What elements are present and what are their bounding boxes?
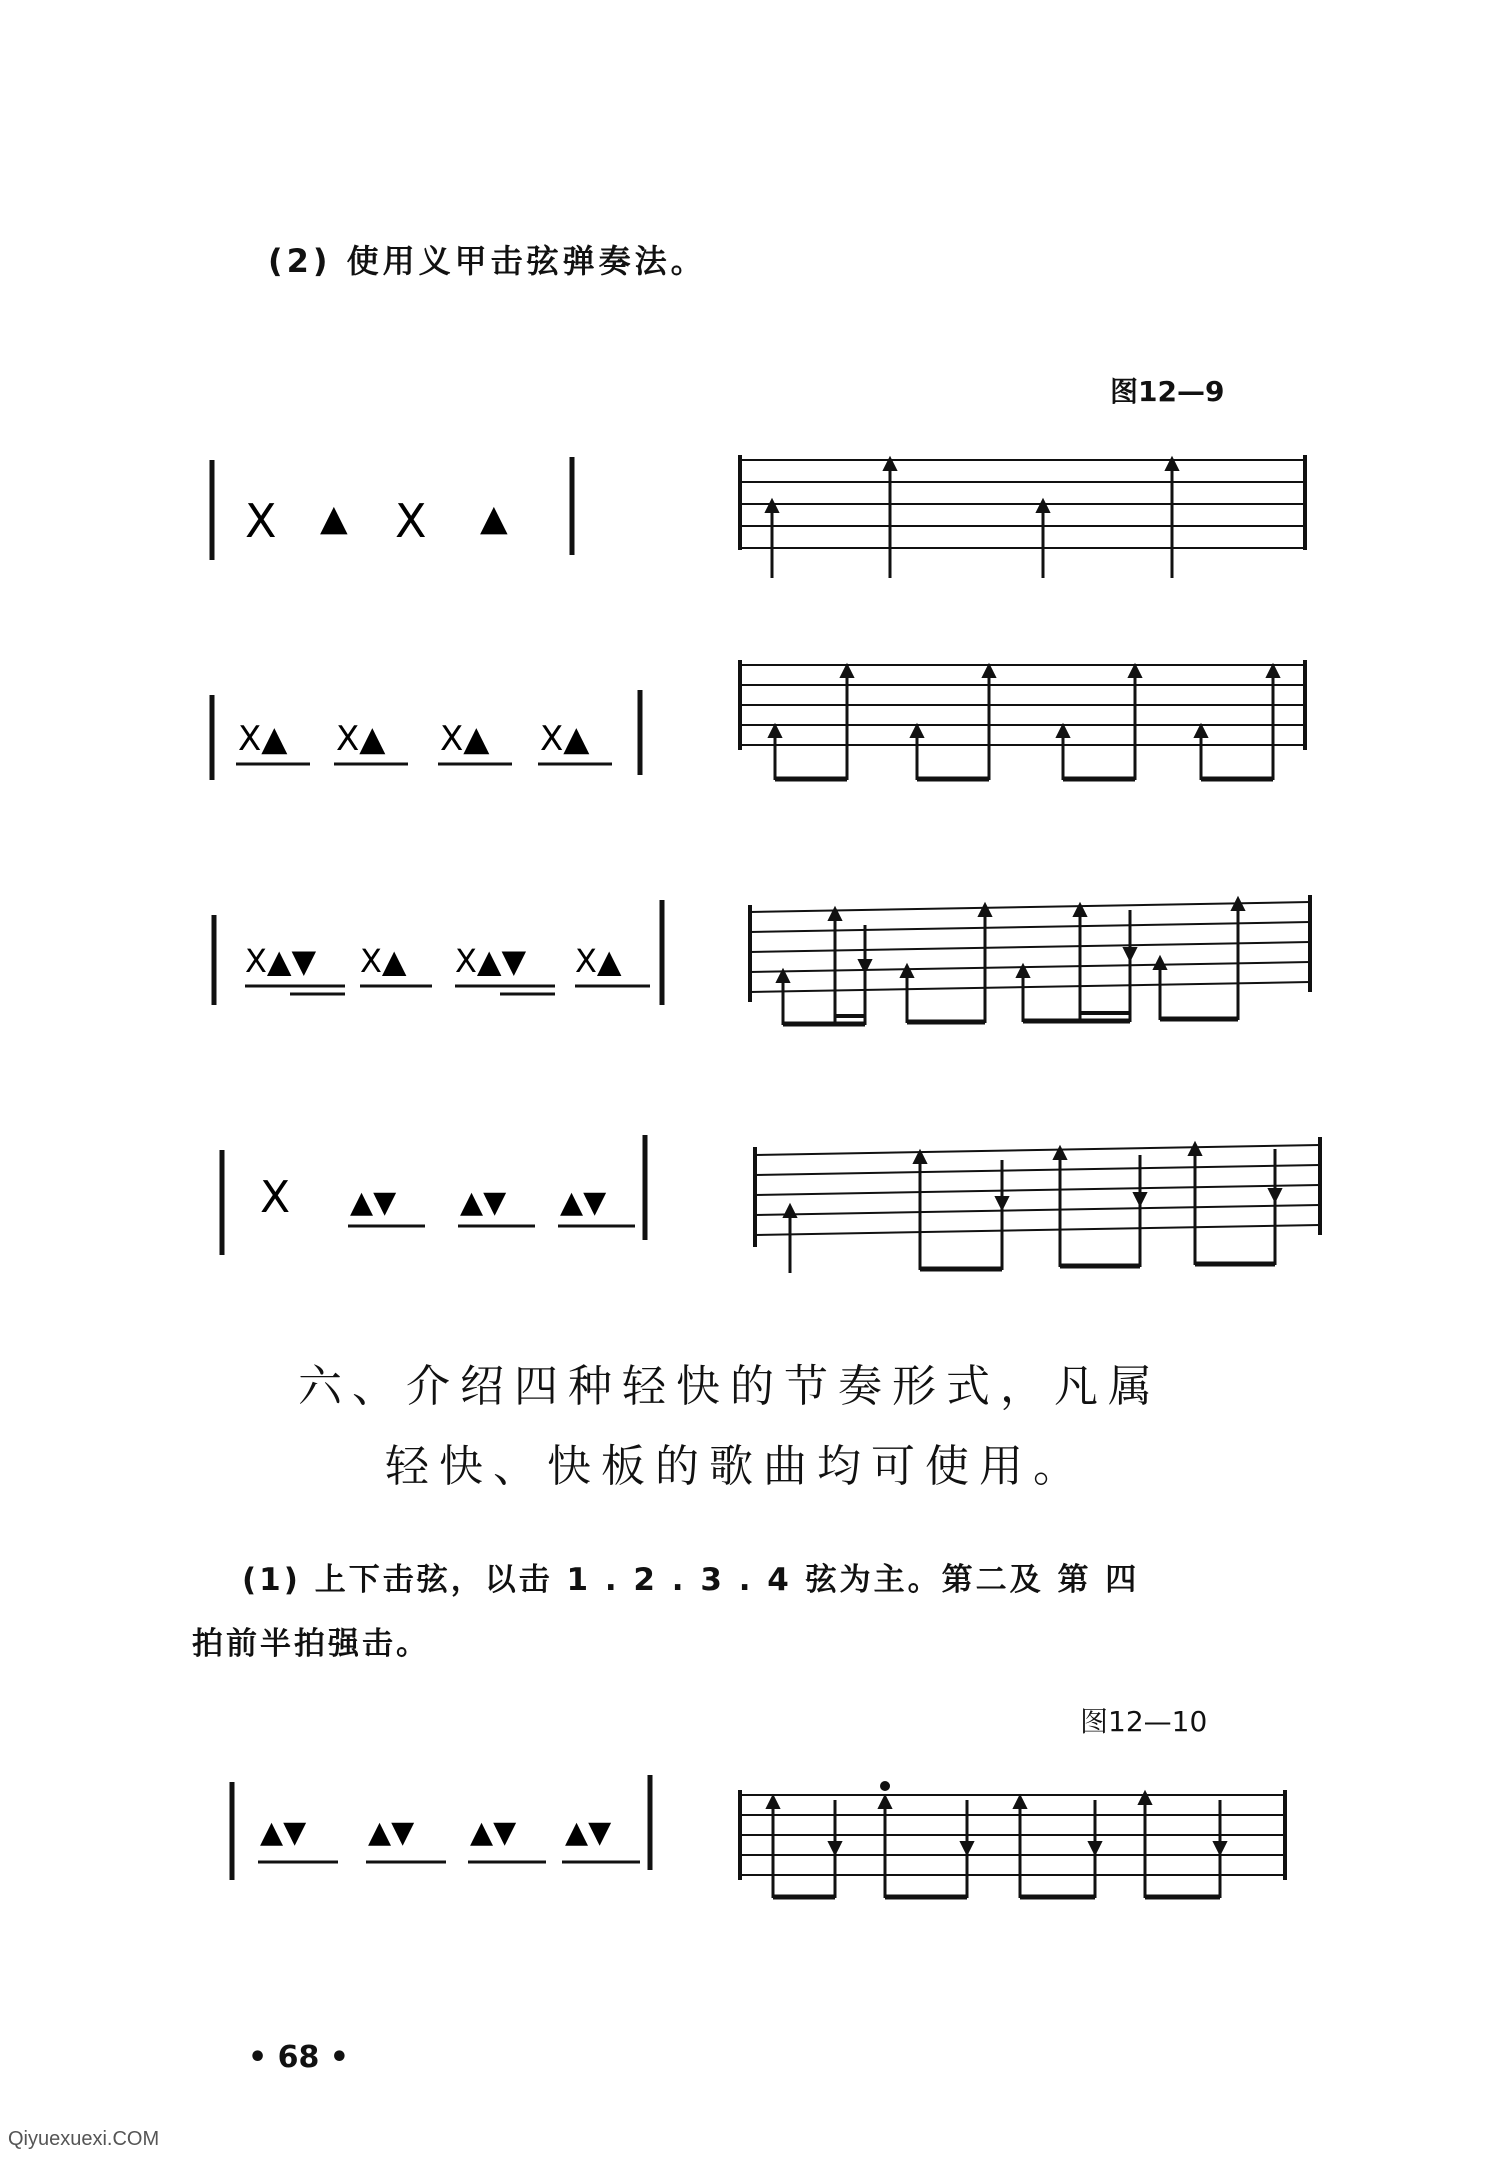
- subsection-heading: (2) 使用义甲击弦弹奏法。: [268, 242, 707, 280]
- guitar-tab-row-2: [735, 655, 1315, 795]
- note-row5-1: ▲▼: [260, 1815, 307, 1850]
- guitar-tab-row-5: [735, 1780, 1295, 1910]
- guitar-tab-row-1: [735, 450, 1315, 590]
- note-row2-3: X▲: [440, 719, 490, 759]
- rhythm-notation-row-1: [200, 455, 600, 575]
- note-row4-3: ▲▼: [460, 1185, 507, 1220]
- section-title-line-2: 轻快、快板的歌曲均可使用。: [385, 1441, 1087, 1492]
- note-row4-4: ▲▼: [560, 1185, 607, 1220]
- paragraph-line-2: 拍前半拍强击。: [192, 1626, 430, 1662]
- note-row1-1: X: [245, 494, 277, 548]
- note-row3-4: X▲: [575, 942, 622, 980]
- note-row5-3: ▲▼: [470, 1815, 517, 1850]
- note-row4-2: ▲▼: [350, 1185, 397, 1220]
- note-row5-2: ▲▼: [368, 1815, 415, 1850]
- rhythm-notation-row-4: [200, 1130, 660, 1260]
- figure-label-12-10: 图12—10: [1080, 1705, 1208, 1738]
- note-row3-2: X▲: [360, 942, 407, 980]
- note-row4-1: X: [260, 1172, 291, 1223]
- note-row3-3: X▲▼: [455, 942, 527, 980]
- note-row1-2: ▲: [320, 498, 348, 539]
- note-row2-2: X▲: [336, 719, 386, 759]
- rhythm-notation-row-3: [200, 890, 680, 1020]
- section-title-line-1: 六、介绍四种轻快的节奏形式，凡属: [298, 1361, 1162, 1412]
- note-row2-4: X▲: [540, 719, 590, 759]
- page-number: • 68 •: [248, 2040, 349, 2075]
- watermark: Qiyuexuexi.COM: [8, 2128, 160, 2150]
- note-row5-4: ▲▼: [565, 1815, 612, 1850]
- note-row2-1: X▲: [238, 719, 288, 759]
- note-row3-1: X▲▼: [245, 942, 317, 980]
- note-row1-3: X: [395, 494, 427, 548]
- guitar-tab-row-3: [745, 890, 1315, 1035]
- note-row1-4: ▲: [480, 498, 508, 539]
- rhythm-notation-row-2: [200, 680, 660, 800]
- guitar-tab-row-4: [750, 1135, 1325, 1280]
- figure-label-12-9: 图12—9: [1110, 375, 1225, 408]
- paragraph-line-1: (1) 上下击弦，以击 1 . 2 . 3 . 4 弦为主。第二及 第 四: [242, 1562, 1140, 1598]
- rhythm-notation-row-5: [220, 1770, 670, 1900]
